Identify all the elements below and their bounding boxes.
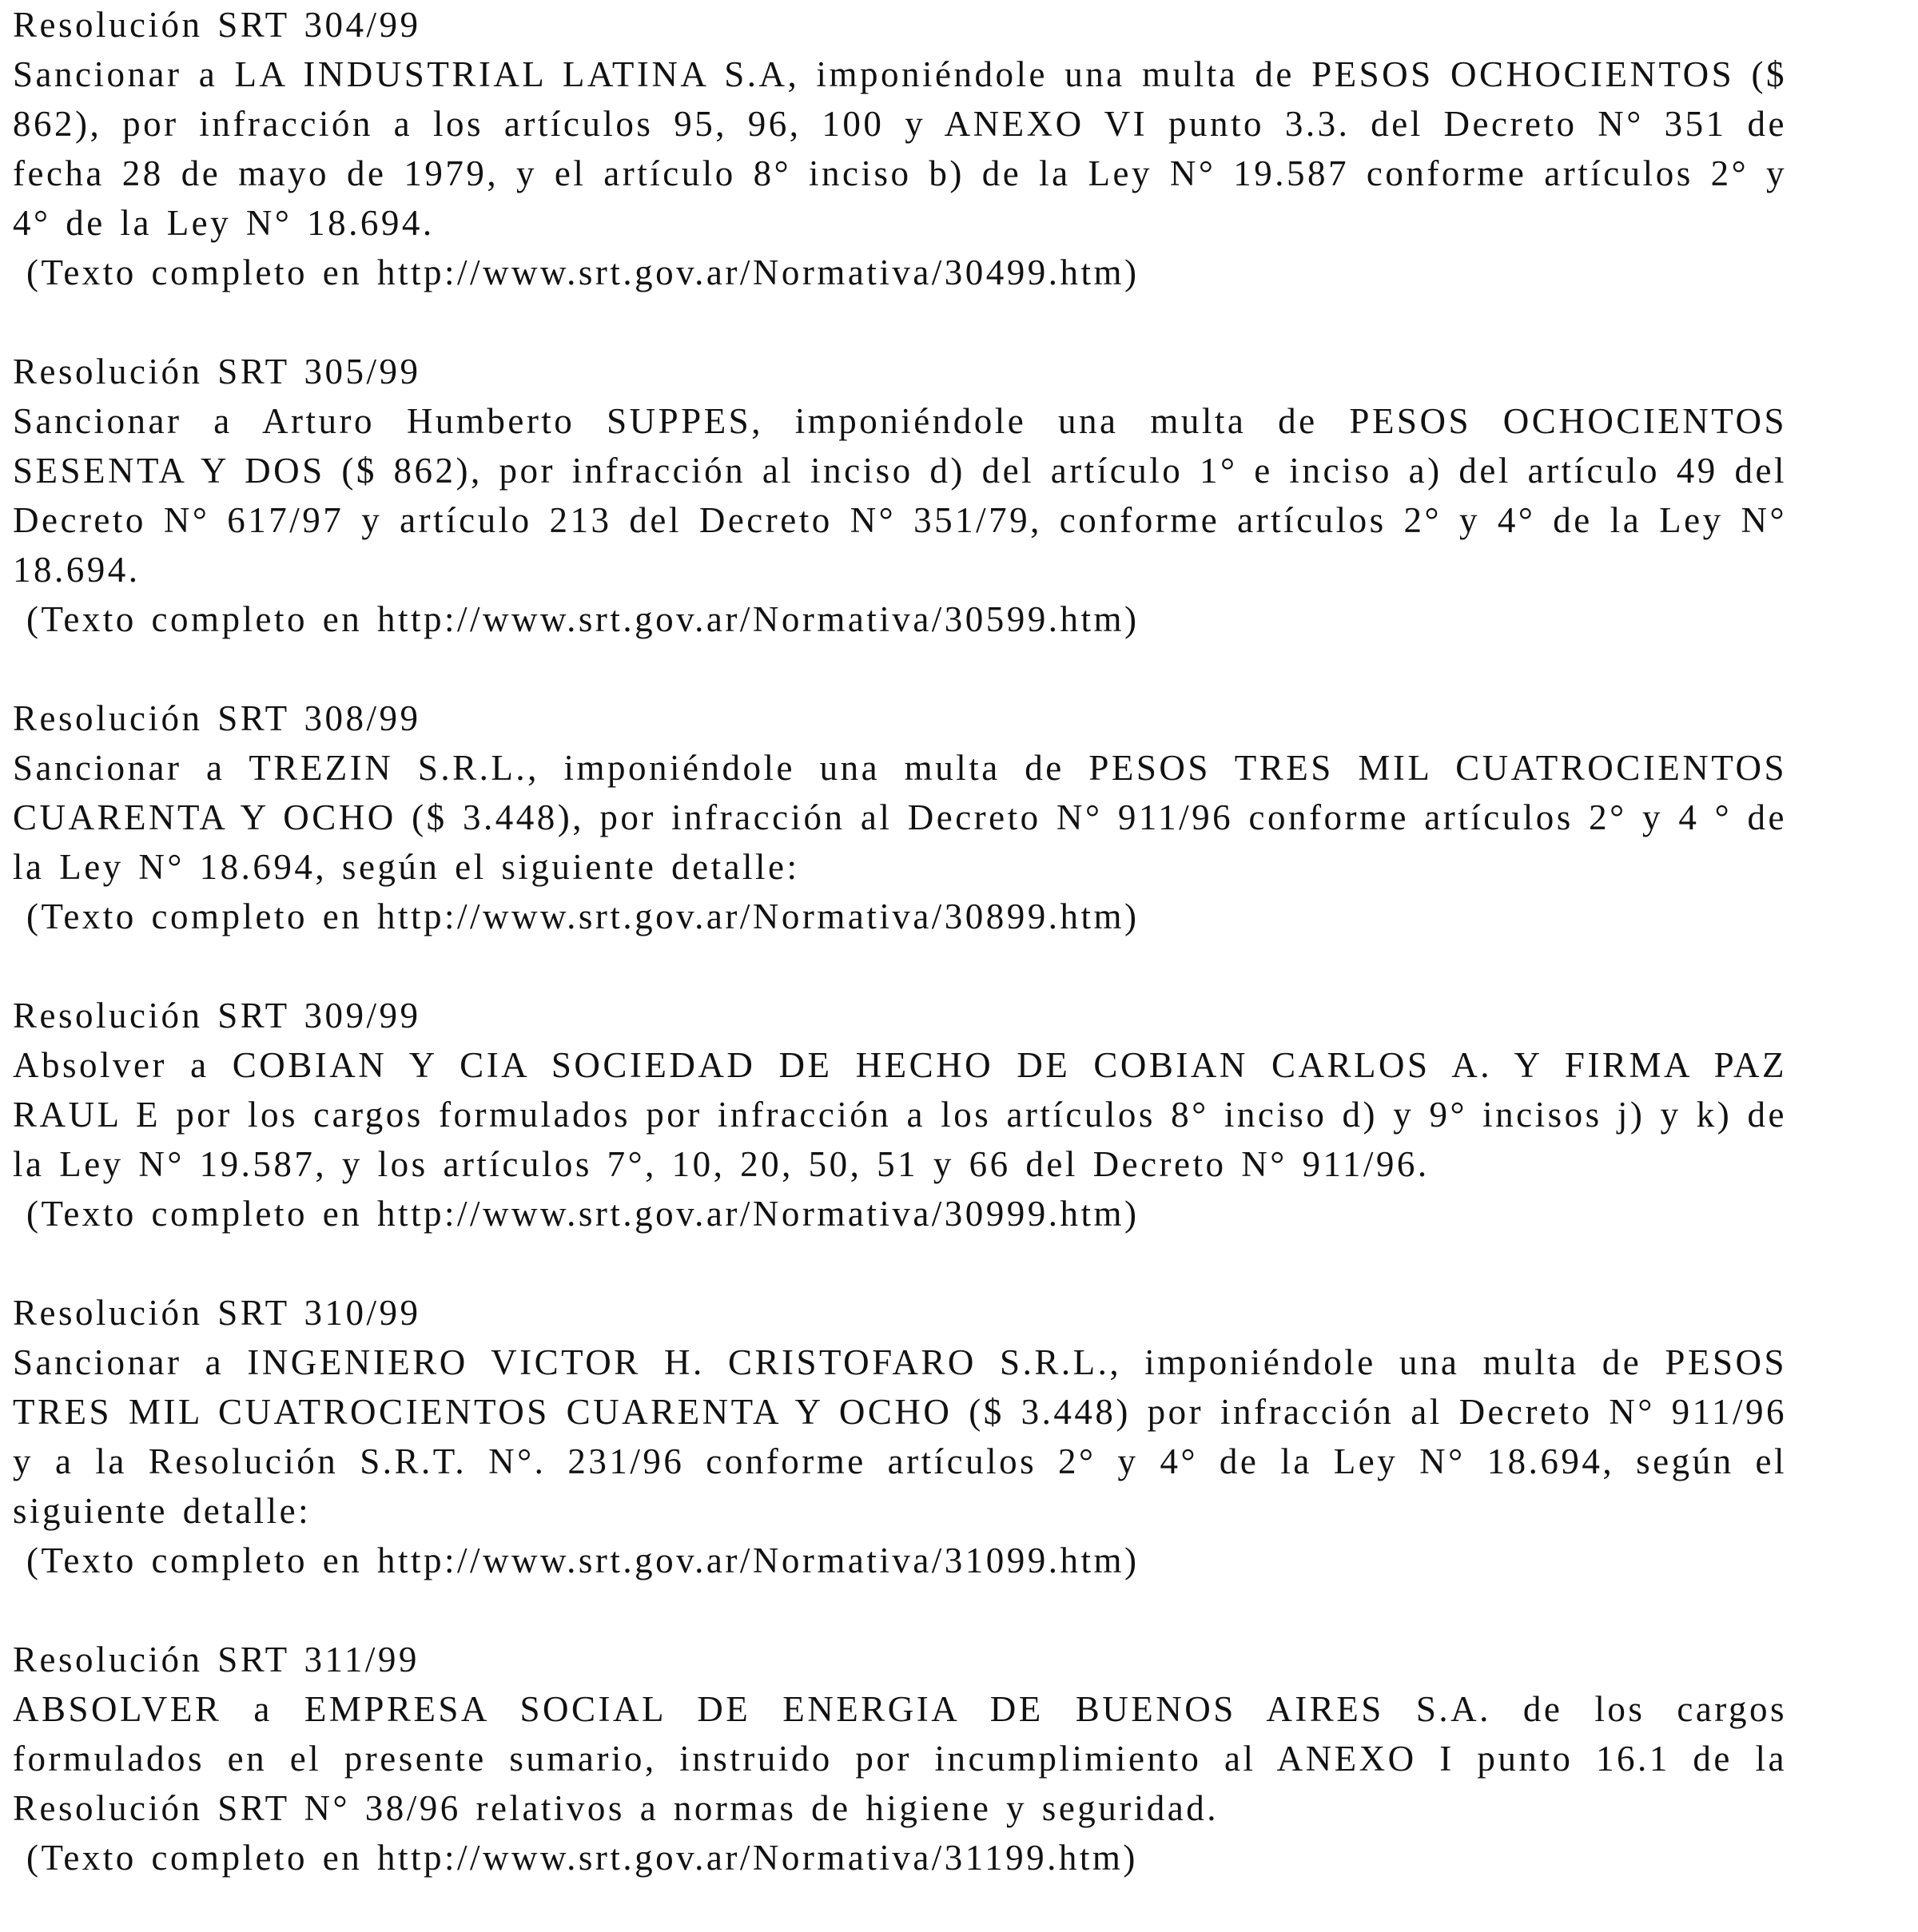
resolution-summary: Sancionar a LA INDUSTRIAL LATINA S.A, imponiéndole una multa de PESOS OCHOCIENTOS ($ 862), por infracción a los artículos 95, 96, 100 y ANEXO VI punto 3.3. del Decreto N° 351 de fecha 28 de mayo de 1979, y el artículo 8° inciso b) de la Ley N° 19.587 conforme artículos 2° y 4° de la Ley N° 18.694.	[13, 54, 1787, 243]
resolution-entry	[13, 991, 1787, 1238]
resolution-entry	[13, 694, 1787, 941]
resolution-entry	[13, 1288, 1787, 1585]
full-text-link: (Texto completo en http://www.srt.gov.ar/Normativa/30899.htm)	[26, 896, 1140, 936]
resolution-entry	[13, 0, 1787, 297]
full-text-link: (Texto completo en http://www.srt.gov.ar/Normativa/30999.htm)	[26, 1194, 1140, 1234]
resolution-summary: Absolver a COBIAN Y CIA SOCIEDAD DE HECHO DE COBIAN CARLOS A. Y FIRMA PAZ RAUL E por los cargos formulados por infracción a los artículos 8° inciso d) y 9° incisos j) y k) de la Ley N° 19.587, y los artículos 7°, 10, 20, 50, 51 y 66 del Decreto N° 911/96.	[13, 1045, 1787, 1184]
resolution-summary: Sancionar a TREZIN S.R.L., imponiéndole una multa de PESOS TRES MIL CUATROCIENTOS CUARENTA Y OCHO ($ 3.448), por infracción al Decreto N° 911/96 conforme artículos 2° y 4 ° de la Ley N° 18.694, según el siguiente detalle:	[13, 748, 1787, 887]
full-text-link: (Texto completo en http://www.srt.gov.ar/Normativa/30599.htm)	[26, 599, 1140, 639]
resolution-title: Resolución SRT 308/99	[13, 698, 421, 738]
resolution-summary: Sancionar a Arturo Humberto SUPPES, imponiéndole una multa de PESOS OCHOCIENTOS SESENTA Y DOS ($ 862), por infracción al inciso d) del artículo 1° e inciso a) del artículo 49 del Decreto N° 617/97 y artículo 213 del Decreto N° 351/79, conforme artículos 2° y 4° de la Ley N° 18.694.	[13, 401, 1787, 590]
resolution-title: Resolución SRT 311/99	[13, 1640, 420, 1680]
resolution-entry	[13, 1635, 1787, 1882]
full-text-link: (Texto completo en http://www.srt.gov.ar/Normativa/31199.htm)	[26, 1838, 1138, 1878]
full-text-link: (Texto completo en http://www.srt.gov.ar/Normativa/30499.htm)	[26, 252, 1140, 292]
resolution-summary: Sancionar a INGENIERO VICTOR H. CRISTOFARO S.R.L., imponiéndole una multa de PESOS TRES MIL CUATROCIENTOS CUARENTA Y OCHO ($ 3.448) por infracción al Decreto N° 911/96 y a la Resolución S.R.T. N°. 231/96 conforme artículos 2° y 4° de la Ley N° 18.694, según el siguiente detalle:	[13, 1342, 1787, 1531]
resolution-title: Resolución SRT 304/99	[13, 5, 421, 45]
resolution-summary: ABSOLVER a EMPRESA SOCIAL DE ENERGIA DE BUENOS AIRES S.A. de los cargos formulados en el presente sumario, instruido por incumplimiento al ANEXO I punto 16.1 de la Resolución SRT N° 38/96 relativos a normas de higiene y seguridad.	[13, 1689, 1787, 1828]
full-text-link: (Texto completo en http://www.srt.gov.ar/Normativa/31099.htm)	[26, 1540, 1140, 1580]
resolution-title: Resolución SRT 309/99	[13, 996, 421, 1036]
resolution-entry	[13, 347, 1787, 644]
resolution-title: Resolución SRT 305/99	[13, 352, 421, 392]
document-page	[13, 0, 1787, 1932]
resolution-title: Resolución SRT 310/99	[13, 1293, 421, 1333]
